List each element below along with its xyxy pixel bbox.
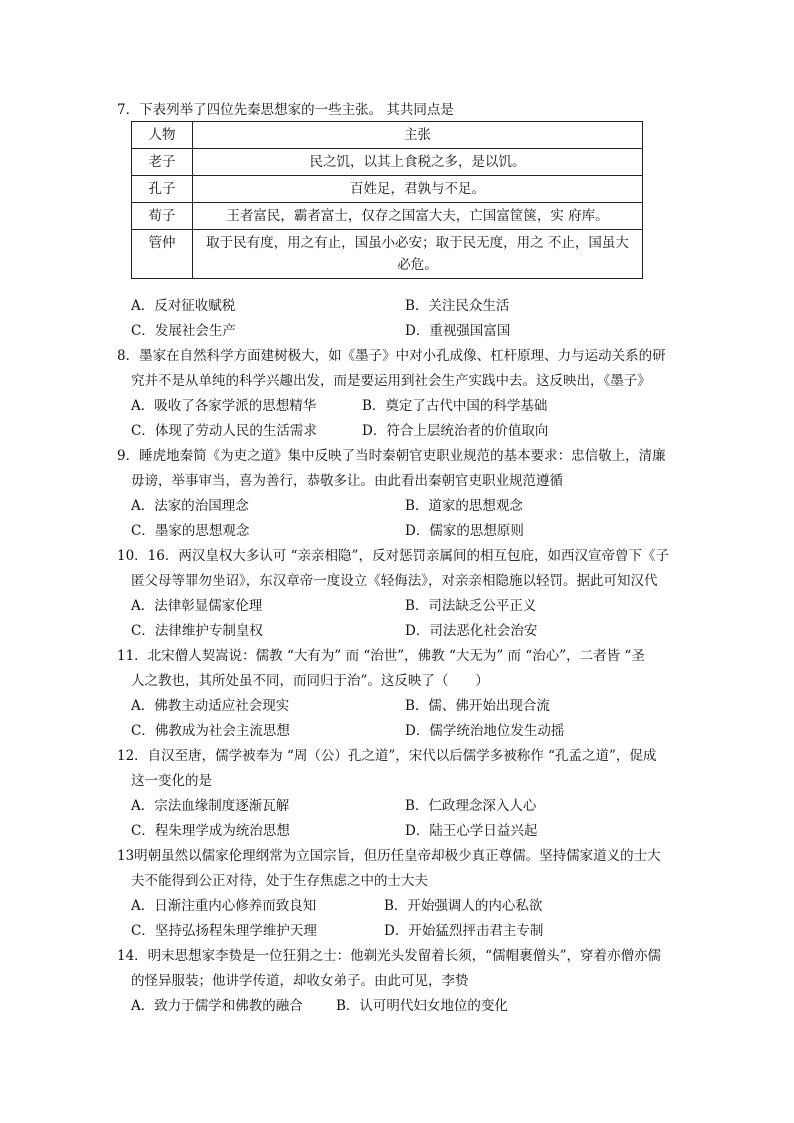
claim-cell — [193, 230, 643, 279]
q10-stem-line-2: 匿父母等罪勿坐诏》，东汉章帝一度设立《轻侮法》，对亲亲相隐施以轻罚。据此可知汉代 — [131, 573, 658, 589]
q9-option-d[interactable]: D．儒家的思想原则 — [405, 523, 524, 539]
q7-stem: 7．下表列举了四位先秦思想家的一些主张。 其共同点是 — [117, 102, 454, 118]
q7-option-c[interactable]: C．发展社会生产 — [131, 323, 236, 339]
table-header-row — [132, 122, 643, 149]
q11-option-b[interactable]: B．儒、佛开始出现合流 — [405, 698, 550, 714]
q7-option-d[interactable]: D．重视强国富国 — [405, 323, 511, 339]
claim-cell: 民之饥，以其上食税之多，是以饥。 — [193, 149, 643, 176]
person-cell: 孔子 — [132, 176, 193, 203]
q9-stem-line-1: 9．睡虎地秦简《为吏之道》集中反映了当时秦朝官吏职业规范的基本要求：忠信敬上，清廉 — [117, 448, 666, 464]
claim-line-2: 必危。 — [397, 257, 438, 273]
q12-option-d[interactable]: D．陆王心学日益兴起 — [405, 823, 538, 839]
q12-option-c[interactable]: C．程朱理学成为统治思想 — [131, 823, 290, 839]
header-claim: 主张 — [193, 122, 643, 149]
claim-line-1: 取于民有度，用之有止，国虽小必安；取于民无度，用之 不止，国虽大 — [206, 235, 629, 251]
q7-option-b[interactable]: B．关注民众生活 — [405, 298, 510, 314]
q11-option-d[interactable]: D．儒学统治地位发生动摇 — [405, 723, 565, 739]
q10-option-c[interactable]: C．法律维护专制皇权 — [131, 623, 263, 639]
q14-option-a[interactable]: A．致力于儒学和佛教的融合 — [131, 998, 303, 1014]
q13-stem-line-2: 夫不能得到公正对待，处于生存焦虑之中的士大夫 — [131, 873, 428, 889]
header-person: 人物 — [132, 122, 193, 149]
q12-stem-line-1: 12．自汉至唐，儒学被奉为 “周（公）孔之道”，宋代以后儒学多被称作 “孔孟之道”，促成 — [117, 748, 657, 764]
q10-option-d[interactable]: D．司法恶化社会治安 — [405, 623, 538, 639]
q8-option-a[interactable]: A．吸收了各家学派的思想精华 — [131, 398, 317, 414]
q10-option-b[interactable]: B．司法缺乏公平正义 — [405, 598, 537, 614]
q13-option-d[interactable]: D．开始猛烈抨击君主专制 — [384, 923, 544, 939]
person-cell: 管仲 — [132, 230, 193, 279]
table-row — [132, 149, 643, 176]
table-row — [132, 203, 643, 230]
q11-option-c[interactable]: C．佛教成为社会主流思想 — [131, 723, 290, 739]
person-cell: 荀子 — [132, 203, 193, 230]
q11-stem-line-1: 11．北宋僧人契嵩说：儒教 “大有为” 而 “治世”，佛教 “大无为” 而 “治心”，二者皆 “圣 — [117, 648, 645, 664]
q9-option-b[interactable]: B．道家的思想观念 — [405, 498, 523, 514]
q12-stem-line-2: 这一变化的是 — [131, 773, 212, 789]
q14-stem-line-2: 的怪异服装；他讲学传道，却收女弟子。由此可见，李贽 — [131, 973, 469, 989]
table-row — [132, 230, 643, 279]
table-row — [132, 176, 643, 203]
q9-option-c[interactable]: C．墨家的思想观念 — [131, 523, 250, 539]
q9-stem-line-2: 毋谤，举事审当，喜为善行，恭敬多让。由此看出秦朝官吏职业规范遵循 — [131, 473, 563, 489]
q11-option-a[interactable]: A．佛教主动适应社会现实 — [131, 698, 290, 714]
q14-stem-line-1: 14．明末思想家李贽是一位狂狷之士：他剃光头发留着长须，“儒帽裹僧头”，穿着亦僧亦儒 — [117, 948, 661, 964]
q11-stem-line-2: 人之教也，其所处虽不同，而同归于治”。这反映了（ ） — [131, 673, 489, 689]
q10-option-a[interactable]: A．法律彰显儒家伦理 — [131, 598, 263, 614]
claim-cell: 百姓足，君孰与不足。 — [193, 176, 643, 203]
q13-option-a[interactable]: A．日渐注重内心修养而致良知 — [131, 898, 317, 914]
q14-option-b[interactable]: B．认可明代妇女地位的变化 — [336, 998, 508, 1014]
q10-stem-line-1: 10．16．两汉皇权大多认可 “亲亲相隐”，反对惩罚亲属间的相互包庇，如西汉宣帝曾下《子 — [117, 548, 669, 564]
q8-option-d[interactable]: D．符合上层统治者的价值取向 — [362, 423, 549, 439]
q13-option-b[interactable]: B．开始强调人的内心私欲 — [384, 898, 543, 914]
q7-table — [131, 121, 643, 279]
q13-option-c[interactable]: C．坚持弘扬程朱理学维护天理 — [131, 923, 317, 939]
q12-option-a[interactable]: A．宗法血缘制度逐渐瓦解 — [131, 798, 290, 814]
q8-stem-line-2: 究并不是从单纯的科学兴趣出发，而是要运用到社会生产实践中去。这反映出，《墨子》 — [131, 373, 651, 389]
q8-option-b[interactable]: B．奠定了古代中国的科学基础 — [362, 398, 548, 414]
q13-stem-line-1: 13明朝虽然以儒家伦理纲常为立国宗旨，但历任皇帝却极少真正尊儒。坚持儒家道义的士大 — [117, 848, 661, 864]
q8-stem-line-1: 8．墨家在自然科学方面建树极大，如《墨子》中对小孔成像、杠杆原理、力与运动关系的研 — [117, 348, 666, 364]
q12-option-b[interactable]: B．仁政理念深入人心 — [405, 798, 537, 814]
claim-cell: 王者富民，霸者富士，仅存之国富大夫，亡国富筐箧，实 府库。 — [193, 203, 643, 230]
person-cell: 老子 — [132, 149, 193, 176]
q8-option-c[interactable]: C．体现了劳动人民的生活需求 — [131, 423, 317, 439]
q7-option-a[interactable]: A．反对征收赋税 — [131, 298, 236, 314]
q9-option-a[interactable]: A．法家的治国理念 — [131, 498, 249, 514]
